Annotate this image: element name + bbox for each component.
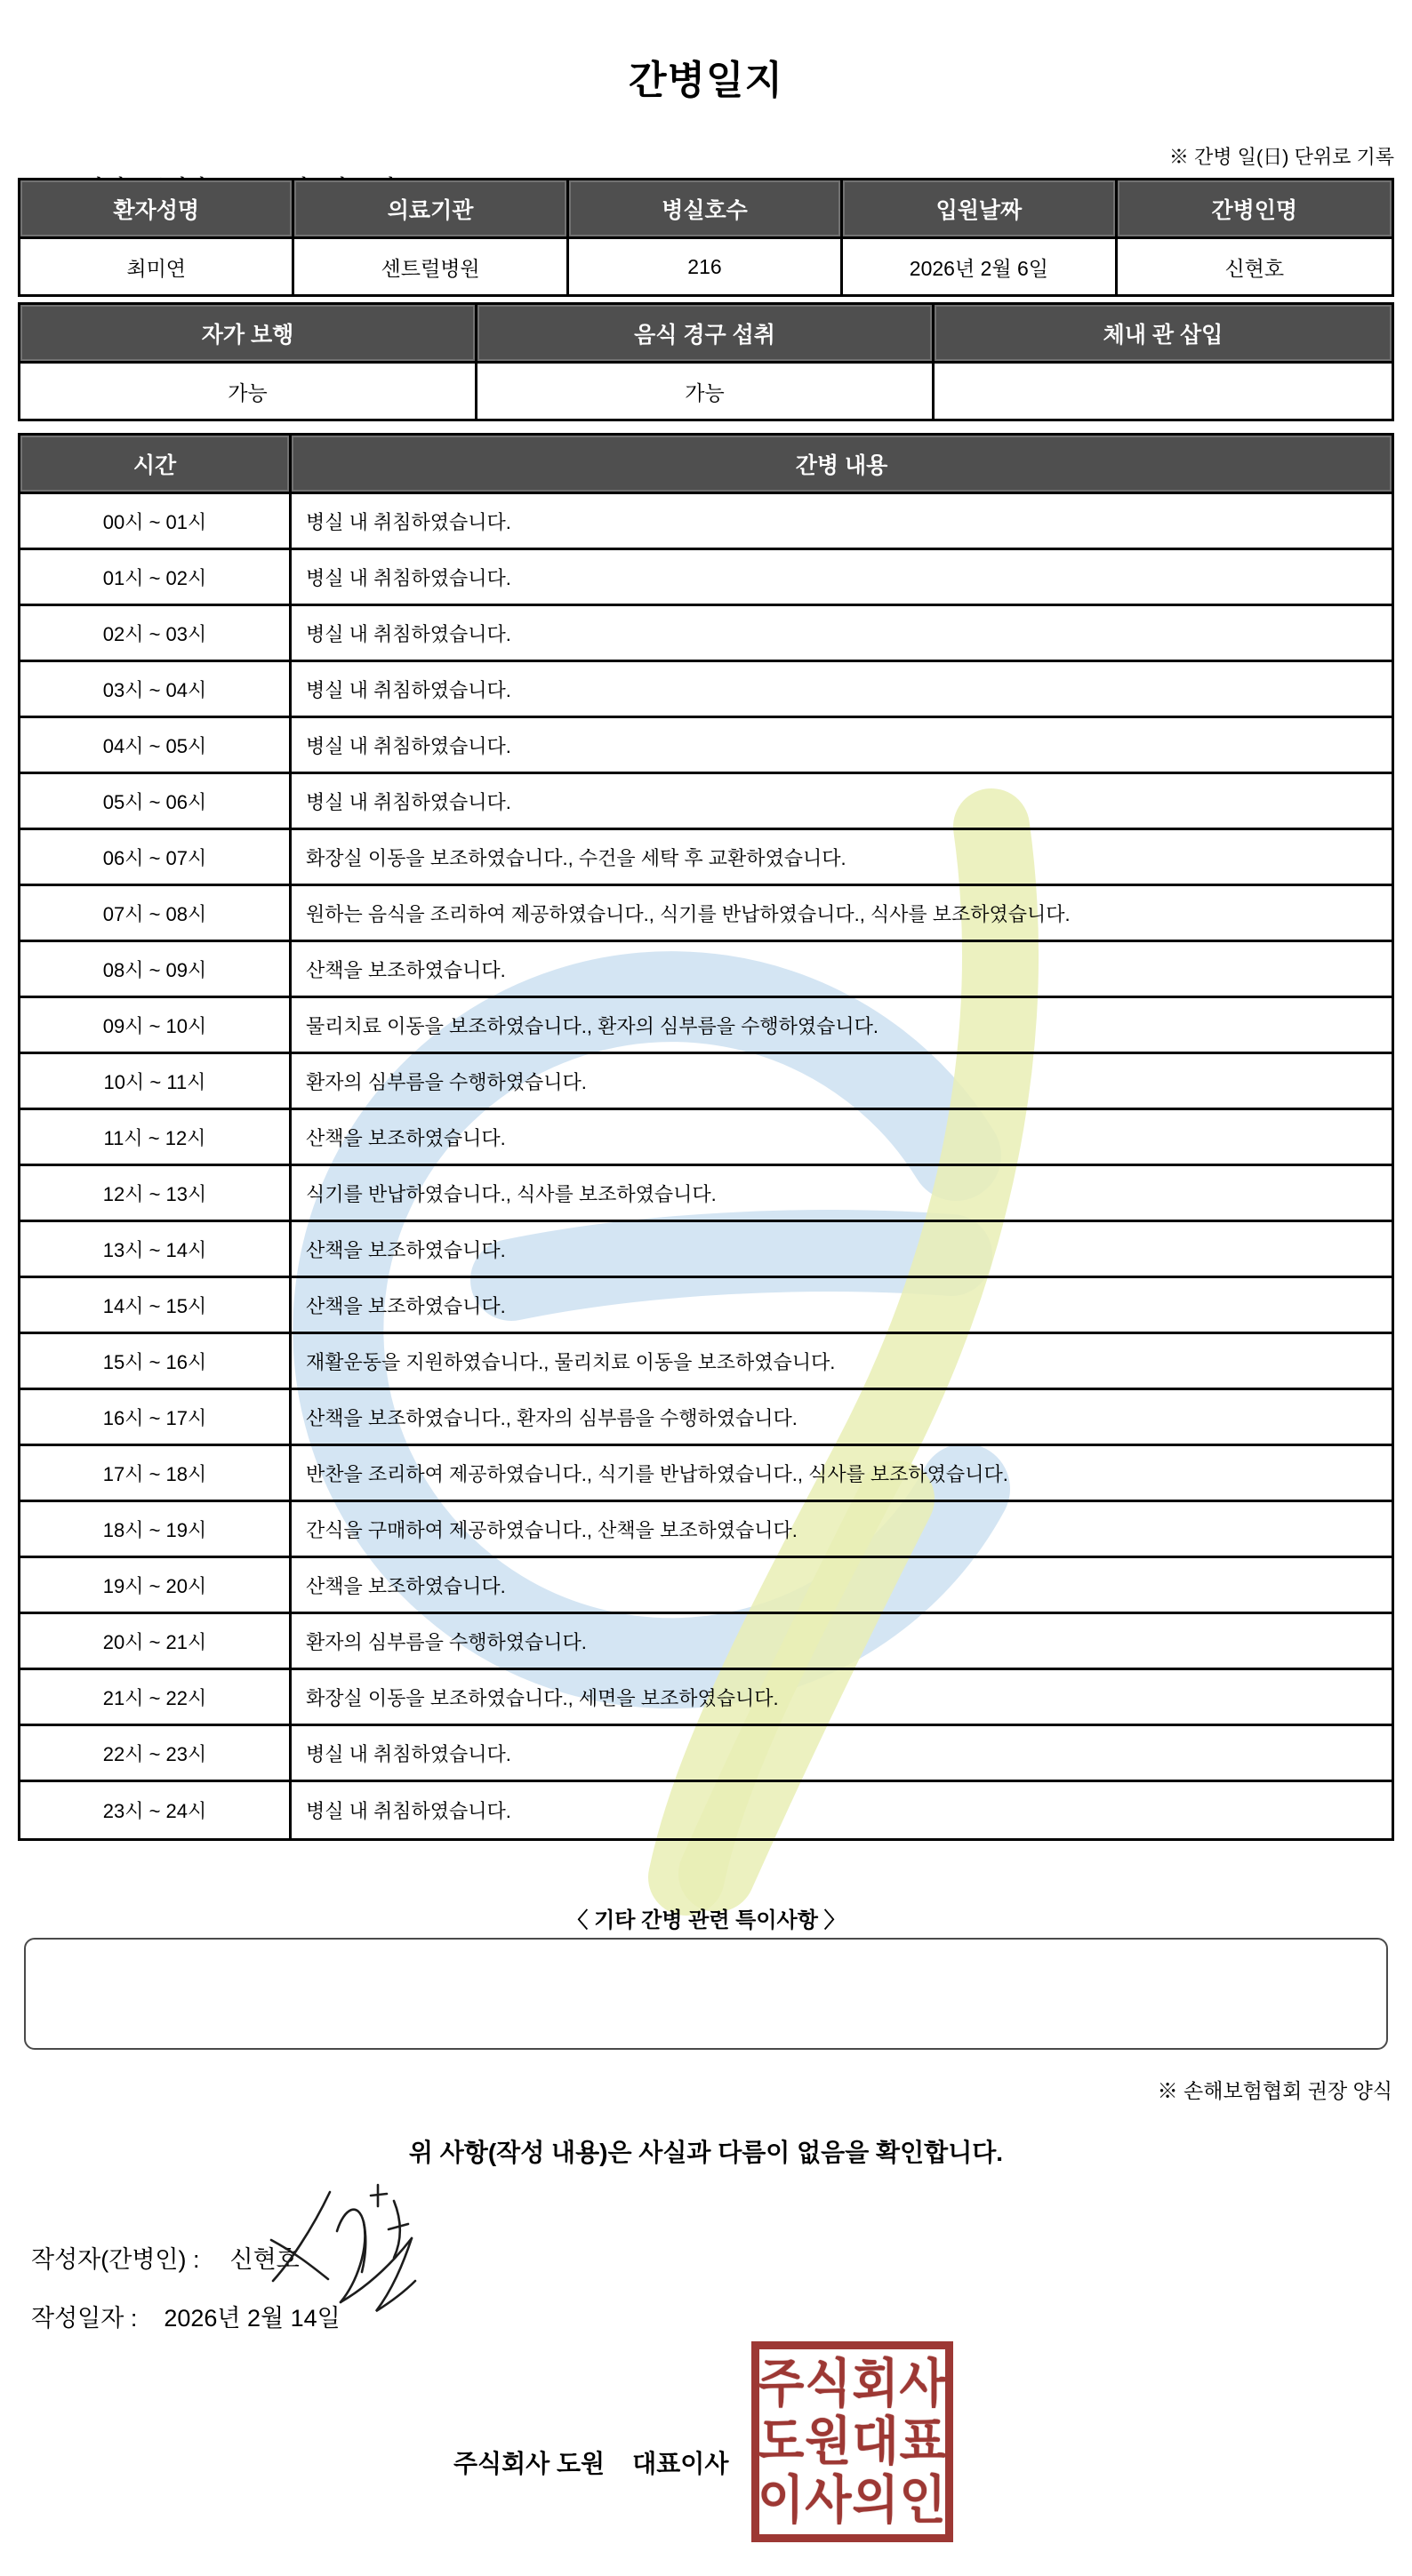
care-log-entry: 병실 내 취침하였습니다. (306, 1800, 511, 1822)
care-log-time: 15시 ~ 16시 (20, 1334, 292, 1390)
care-log-entry: 산책을 보조하였습니다. (292, 1222, 1392, 1278)
care-log-entry: 산책을 보조하였습니다. (292, 1110, 1392, 1166)
self-walking-header: 자가 보행 (20, 305, 477, 364)
care-log-time: 00시 ~ 01시 (20, 494, 292, 550)
care-log-entry: 병실 내 취침하였습니다. (292, 718, 1392, 774)
stamp-line: 도원대표 (758, 2412, 947, 2471)
care-log-entry: 재활운동을 지원하였습니다., 물리치료 이동을 보조하였습니다. (292, 1334, 1392, 1390)
care-log-entry: 병실 내 취침하였습니다. (292, 606, 1392, 662)
care-log-entry: 물리치료 이동을 보조하였습니다., 환자의 심부름을 수행하였습니다. (292, 998, 1392, 1054)
care-log-time: 11시 ~ 12시 (20, 1110, 292, 1166)
stamp-line: 주식회사 (758, 2355, 947, 2412)
admission-date-value: 2026년 2월 6일 (843, 239, 1117, 294)
patient-status-table (18, 302, 1394, 421)
care-log-time: 14시 ~ 15시 (20, 1278, 292, 1334)
patient-info-table (18, 178, 1394, 297)
care-log-time: 21시 ~ 22시 (20, 1670, 292, 1726)
care-log-entry: 환자의 심부름을 수행하였습니다. (292, 1614, 1392, 1670)
oral-intake-header: 음식 경구 섭취 (477, 305, 935, 364)
care-log-time: 04시 ~ 05시 (20, 718, 292, 774)
etc-notes-title: 〈 기타 간병 관련 특이사항 〉 (566, 1908, 846, 1932)
care-log-time: 16시 ~ 17시 (20, 1390, 292, 1446)
care-log-time: 05시 ~ 06시 (20, 774, 292, 830)
caregiver-name-header: 간병인명 (1118, 180, 1392, 239)
patient-name-header: 환자성명 (20, 180, 294, 239)
care-log-time: 01시 ~ 02시 (20, 550, 292, 606)
care-log-entry: 병실 내 취침하였습니다. (292, 662, 1392, 718)
admission-date-header: 입원날짜 (843, 180, 1117, 239)
oral-intake-value: 가능 (477, 364, 935, 419)
care-log-entry: 산책을 보조하였습니다. (292, 1278, 1392, 1334)
care-log-time: 09시 ~ 10시 (20, 998, 292, 1054)
stamp-line: 이사의인 (758, 2471, 947, 2529)
written-date-value: 2026년 2월 14일 (164, 2305, 341, 2332)
company-title: 주식회사 도원 대표이사 (453, 2450, 729, 2477)
care-log-time: 10시 ~ 11시 (20, 1054, 292, 1110)
care-log-time: 08시 ~ 09시 (20, 942, 292, 998)
care-log-entry: 산책을 보조하였습니다. (292, 1558, 1392, 1614)
care-log-time: 17시 ~ 18시 (20, 1446, 292, 1502)
caregiver-name-value: 신현호 (1224, 256, 1285, 280)
care-log-entry: 병실 내 취침하였습니다. (292, 1726, 1392, 1782)
care-log-time: 20시 ~ 21시 (20, 1614, 292, 1670)
written-date-label: 작성일자 : (31, 2305, 138, 2332)
room-number-value: 216 (569, 239, 843, 294)
care-log-time: 07시 ~ 08시 (20, 886, 292, 942)
care-log-entry: 간식을 구매하여 제공하였습니다., 산책을 보조하였습니다. (292, 1502, 1392, 1558)
care-log-time: 22시 ~ 23시 (20, 1726, 292, 1782)
document-title: 간병일지 (628, 59, 783, 102)
care-log-time: 18시 ~ 19시 (20, 1502, 292, 1558)
care-log-entry: 원하는 음식을 조리하여 제공하였습니다., 식기를 반납하였습니다., 식사를 보조하였습니다. (292, 886, 1392, 942)
signature-image (262, 2176, 427, 2332)
writer-row (31, 2240, 300, 2275)
tube-insertion-value (935, 364, 1392, 419)
writer-label: 작성자(간병인) : (31, 2246, 200, 2273)
care-log-time: 13시 ~ 14시 (20, 1222, 292, 1278)
care-log-entry: 화장실 이동을 보조하였습니다., 세면을 보조하였습니다. (292, 1670, 1392, 1726)
content-header-cell: 간병 내용 (292, 436, 1392, 494)
care-log-entry: 병실 내 취침하였습니다. (292, 774, 1392, 830)
hospital-value: 센트럴병원 (294, 239, 568, 294)
etc-notes-box (24, 1938, 1388, 2050)
care-log-entry: 병실 내 취침하였습니다. (292, 550, 1392, 606)
care-log-entry: 산책을 보조하였습니다. (292, 942, 1392, 998)
writer-name: 신현호 (229, 2246, 300, 2273)
tube-insertion-header: 체내 관 삽입 (935, 305, 1392, 364)
room-number-header: 병실호수 (569, 180, 843, 239)
care-log-time: 03시 ~ 04시 (20, 662, 292, 718)
care-log-entry: 산책을 보조하였습니다., 환자의 심부름을 수행하였습니다. (292, 1390, 1392, 1446)
care-log-entry: 반찬을 조리하여 제공하였습니다., 식기를 반납하였습니다., 식사를 보조하였습니다. (292, 1446, 1392, 1502)
care-log-entry: 병실 내 취침하였습니다. (292, 494, 1392, 550)
patient-name-value: 최미연 (20, 239, 294, 294)
unit-note: ※ 간병 일(日) 단위로 기록 (1168, 146, 1394, 168)
care-log-time: 06시 ~ 07시 (20, 830, 292, 886)
care-log-time: 19시 ~ 20시 (20, 1558, 292, 1614)
care-log-entry: 식기를 반납하였습니다., 식사를 보조하였습니다. (292, 1166, 1392, 1222)
recommended-form-note: ※ 손해보험협회 권장 양식 (1157, 2079, 1392, 2102)
care-log-entry: 화장실 이동을 보조하였습니다., 수건을 세탁 후 교환하였습니다. (292, 830, 1392, 886)
time-header-cell: 시간 (20, 436, 292, 494)
company-seal-stamp (751, 2341, 953, 2542)
care-log-time: 02시 ~ 03시 (20, 606, 292, 662)
care-log-time: 12시 ~ 13시 (20, 1166, 292, 1222)
confirmation-statement: 위 사항(작성 내용)은 사실과 다름이 없음을 확인합니다. (408, 2139, 1004, 2166)
hospital-header: 의료기관 (294, 180, 568, 239)
self-walking-value: 가능 (20, 364, 477, 419)
care-log-time: 23시 ~ 24시 (20, 1782, 292, 1838)
care-log-table (18, 433, 1394, 1841)
care-log-entry: 환자의 심부름을 수행하였습니다. (292, 1054, 1392, 1110)
